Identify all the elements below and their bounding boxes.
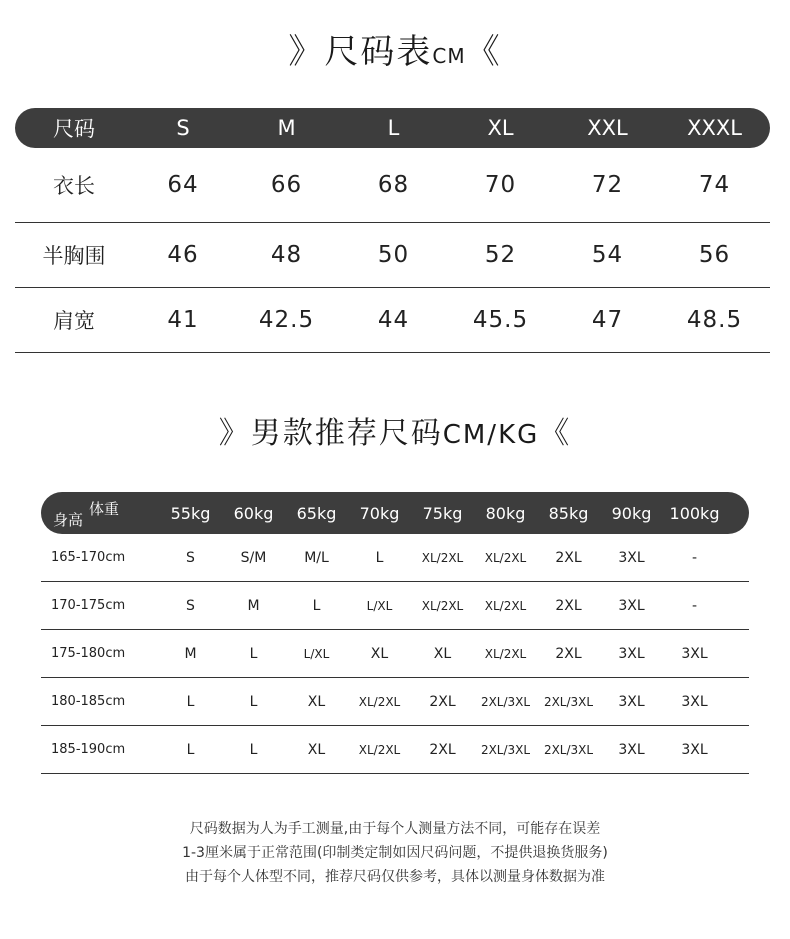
size-cell: M bbox=[184, 645, 197, 662]
table-cell: 47 bbox=[591, 307, 624, 333]
title-open-mark: 》 bbox=[288, 32, 325, 72]
size-cell: 3XL bbox=[618, 693, 645, 710]
table-cell: 41 bbox=[167, 307, 199, 333]
header-cell: XL bbox=[487, 116, 514, 140]
weight-header: 70kg bbox=[359, 503, 400, 523]
size-chart-title bbox=[0, 24, 790, 73]
table-cell: 54 bbox=[591, 242, 624, 268]
corner-cell bbox=[41, 492, 159, 534]
size-cell: 2XL/3XL bbox=[543, 694, 594, 709]
table-cell: 50 bbox=[377, 242, 410, 268]
table-cell: 70 bbox=[484, 172, 517, 198]
size-cell: XL/2XL bbox=[421, 598, 464, 613]
corner-weight-label: 体重 bbox=[89, 500, 120, 518]
size-cell: XL/2XL bbox=[421, 550, 464, 565]
header-cell: XXXL bbox=[687, 116, 742, 140]
table-cell: 48.5 bbox=[686, 307, 743, 333]
table-cell: 45.5 bbox=[472, 307, 529, 333]
size-cell: L/XL bbox=[366, 598, 393, 613]
weight-header: 80kg bbox=[485, 503, 526, 523]
size-cell: 2XL/3XL bbox=[543, 742, 594, 757]
table-row bbox=[41, 726, 749, 774]
size-cell: 2XL bbox=[429, 741, 456, 758]
weight-header: 90kg bbox=[611, 503, 652, 523]
table-row bbox=[15, 288, 770, 353]
size-cell: L bbox=[375, 549, 384, 566]
table-cell: 68 bbox=[377, 172, 410, 198]
size-cell: 2XL bbox=[429, 693, 456, 710]
size-cell: XL bbox=[307, 693, 326, 710]
recommended-size-title bbox=[0, 408, 790, 452]
size-cell: S bbox=[186, 549, 195, 566]
title-unit: CM bbox=[432, 44, 466, 68]
size-chart-table bbox=[15, 108, 770, 353]
row-label: 肩宽 bbox=[53, 309, 95, 333]
size-cell: 2XL/3XL bbox=[480, 694, 531, 709]
table-row bbox=[41, 678, 749, 726]
table-cell: 52 bbox=[484, 242, 517, 268]
height-label: 185-190cm bbox=[51, 742, 126, 757]
note-line: 由于每个人体型不同，推荐尺码仅供参考，具体以测量身体数据为准 bbox=[185, 869, 605, 885]
height-label: 165-170cm bbox=[51, 550, 126, 565]
weight-header: 75kg bbox=[422, 503, 463, 523]
recommended-size-header bbox=[41, 492, 749, 534]
table-row bbox=[41, 630, 749, 678]
table-row bbox=[41, 582, 749, 630]
size-cell: M/L bbox=[304, 549, 329, 566]
size-cell: XL bbox=[433, 645, 452, 662]
header-cell: S bbox=[176, 116, 190, 140]
size-cell: 2XL bbox=[555, 549, 582, 566]
header-cell: XXL bbox=[587, 116, 628, 140]
note-line: 尺码数据为人为手工测量,由于每个人测量方法不同，可能存在误差 bbox=[189, 821, 601, 837]
size-cell: M bbox=[247, 597, 260, 614]
size-cell: L/XL bbox=[303, 646, 330, 661]
size-cell: XL/2XL bbox=[484, 646, 527, 661]
table-cell: 74 bbox=[698, 172, 731, 198]
table-cell: 42.5 bbox=[258, 307, 315, 333]
size-cell: L bbox=[249, 645, 258, 662]
size-cell: 3XL bbox=[618, 597, 645, 614]
title-text: 尺码表 bbox=[324, 32, 433, 72]
size-cell: XL/2XL bbox=[484, 550, 527, 565]
height-label: 170-175cm bbox=[51, 598, 126, 613]
size-cell: XL/2XL bbox=[358, 694, 401, 709]
weight-header: 60kg bbox=[233, 503, 274, 523]
size-cell: 2XL/3XL bbox=[480, 742, 531, 757]
title-close-mark: 《 bbox=[465, 32, 502, 72]
table-cell: 64 bbox=[167, 172, 199, 198]
size-cell: L bbox=[249, 741, 258, 758]
size-cell: 2XL bbox=[555, 597, 582, 614]
size-cell: - bbox=[691, 549, 698, 566]
header-cell: 尺码 bbox=[53, 117, 95, 141]
title-open-mark: 》 bbox=[218, 416, 251, 451]
size-cell: XL/2XL bbox=[484, 598, 527, 613]
table-row bbox=[15, 148, 770, 223]
title-unit: CM/KG bbox=[442, 420, 540, 450]
measurement-note bbox=[0, 817, 790, 889]
corner-height-label: 身高 bbox=[53, 511, 84, 529]
recommended-size-table bbox=[41, 492, 749, 774]
size-chart-header bbox=[15, 108, 770, 148]
size-cell: 3XL bbox=[681, 645, 708, 662]
table-row bbox=[41, 534, 749, 582]
title-close-mark: 《 bbox=[539, 416, 572, 451]
weight-header: 100kg bbox=[669, 503, 720, 523]
size-cell: XL bbox=[307, 741, 326, 758]
height-label: 175-180cm bbox=[51, 646, 126, 661]
size-cell: L bbox=[186, 741, 195, 758]
table-cell: 46 bbox=[167, 242, 199, 268]
note-line: 1-3厘米属于正常范围(印制类定制如因尺码问题，不提供退换货服务) bbox=[182, 845, 608, 861]
size-cell: 3XL bbox=[618, 741, 645, 758]
size-cell: 3XL bbox=[618, 645, 645, 662]
size-cell: 2XL bbox=[555, 645, 582, 662]
size-cell: - bbox=[691, 597, 698, 614]
table-cell: 48 bbox=[270, 242, 303, 268]
size-cell: L bbox=[186, 693, 195, 710]
size-cell: 3XL bbox=[618, 549, 645, 566]
weight-header: 65kg bbox=[296, 503, 337, 523]
size-cell: XL bbox=[370, 645, 389, 662]
table-cell: 56 bbox=[698, 242, 731, 268]
row-label: 半胸围 bbox=[42, 244, 106, 268]
height-label: 180-185cm bbox=[51, 694, 126, 709]
size-cell: 3XL bbox=[681, 741, 708, 758]
weight-header: 55kg bbox=[170, 503, 211, 523]
size-cell: S/M bbox=[240, 549, 267, 566]
table-row bbox=[15, 223, 770, 288]
header-cell: L bbox=[387, 116, 400, 140]
table-cell: 72 bbox=[591, 172, 624, 198]
title-text: 男款推荐尺码 bbox=[250, 416, 443, 451]
size-cell: L bbox=[249, 693, 258, 710]
size-cell: XL/2XL bbox=[358, 742, 401, 757]
header-cell: M bbox=[277, 116, 296, 140]
size-cell: S bbox=[186, 597, 195, 614]
size-cell: L bbox=[312, 597, 321, 614]
weight-header: 85kg bbox=[548, 503, 589, 523]
table-cell: 44 bbox=[377, 307, 410, 333]
row-label: 衣长 bbox=[53, 174, 95, 198]
size-cell: 3XL bbox=[681, 693, 708, 710]
table-cell: 66 bbox=[270, 172, 303, 198]
